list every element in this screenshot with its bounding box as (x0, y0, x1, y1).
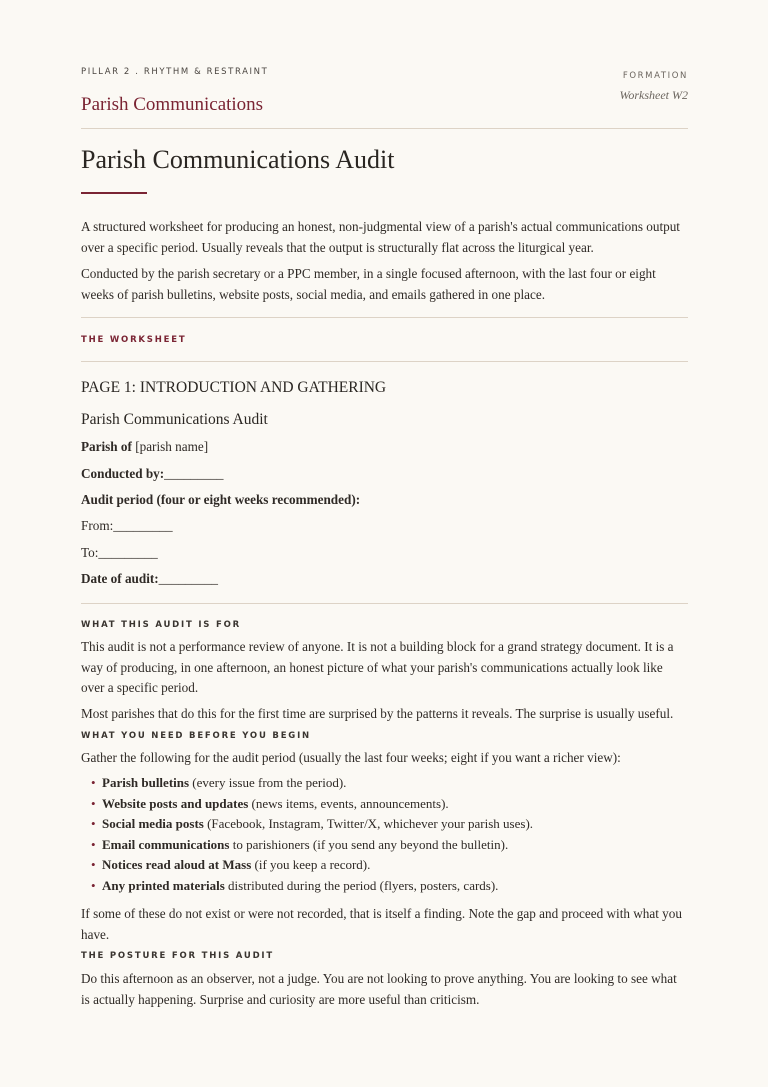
bullet-icon: • (91, 775, 96, 790)
form-title: Parish Communications Audit (81, 411, 268, 428)
intro-paragraph-1: A structured worksheet for producing an honest, non-judgmental view of a parish's actual communications output over a specific period. Usually reveals that the output is structurally flat across the liturgical year. (81, 219, 680, 255)
date-label: Date of audit: (81, 571, 159, 586)
divider (81, 317, 688, 318)
conducted-label: Conducted by: (81, 466, 165, 481)
divider (81, 603, 688, 604)
to-label: To: (81, 545, 99, 560)
worksheet-id: Worksheet W2 (619, 88, 688, 102)
purpose-heading: WHAT THIS AUDIT IS FOR (81, 620, 241, 630)
bullet-icon: • (91, 877, 96, 893)
conducted-by-field (81, 466, 224, 482)
from-label: From: (81, 518, 114, 533)
bullet-icon: • (91, 795, 96, 811)
list-item: • Parish bulletins (every issue from the period). (91, 773, 688, 794)
parish-field (81, 439, 208, 455)
title-accent-rule (81, 192, 147, 194)
needs-heading: WHAT YOU NEED BEFORE YOU BEGIN (81, 731, 311, 741)
purpose-paragraph-1: This audit is not a performance review of anyone. It is not a building block for a grand strategy document. It is a way of producing, in one afternoon, an honest picture of what your parish's communications actually look like over a specific period. (81, 639, 674, 695)
bullet-icon: • (91, 857, 96, 873)
pillar-label: PILLAR 2 . RHYTHM & RESTRAINT (81, 67, 269, 77)
purpose-paragraph-2: Most parishes that do this for the first time are surprised by the patterns it reveals. The surprise is usually useful. (81, 706, 674, 721)
list-item: • Website posts and updates (news items, events, announcements). (91, 794, 688, 815)
page-heading: PAGE 1: INTRODUCTION AND GATHERING (81, 379, 387, 396)
divider (81, 361, 688, 362)
bullet-icon: • (91, 836, 96, 852)
parish-value: [parish name] (135, 439, 209, 454)
to-field (81, 545, 158, 561)
posture-paragraph: Do this afternoon as an observer, not a judge. You are not looking to prove anything. You are looking to see what is actually happening. Surprise and curiosity are more useful than criticism. (81, 971, 677, 1007)
list-item: • Notices read aloud at Mass (if you keep a record). (91, 855, 688, 876)
worksheet-label: THE WORKSHEET (81, 335, 187, 345)
from-field (81, 518, 173, 534)
section-name: Parish Communications (81, 94, 264, 115)
header-divider (81, 128, 688, 129)
audit-period-field (81, 492, 360, 508)
intro-paragraph-2: Conducted by the parish secretary or a PPC member, in a single focused afternoon, with the last four or eight weeks of parish bulletins, website posts, social media, and emails gathered in one place. (81, 266, 656, 302)
from-blank: _________ (113, 518, 173, 533)
materials-list (91, 773, 688, 897)
period-label: Audit period (four or eight weeks recommended): (81, 492, 361, 507)
to-blank: _________ (98, 545, 158, 560)
needs-outro: If some of these do not exist or were not recorded, that is itself a finding. Note the gap and proceed with what you have. (81, 906, 682, 942)
list-item: • Social media posts (Facebook, Instagram, Twitter/X, whichever your parish uses). (91, 814, 688, 835)
page-title: Parish Communications Audit (81, 145, 395, 174)
conducted-blank: _________ (164, 466, 224, 481)
date-of-audit-field (81, 571, 218, 587)
needs-intro: Gather the following for the audit period (usually the last four weeks; eight if you want a richer view): (81, 750, 621, 765)
list-item: • Any printed materials distributed during the period (flyers, posters, cards). (91, 876, 688, 897)
date-blank: _________ (158, 571, 218, 586)
formation-label: FORMATION (622, 71, 688, 81)
bullet-icon: • (91, 816, 96, 832)
parish-label: Parish of (81, 439, 132, 454)
list-item: • Email communications to parishioners (if you send any beyond the bulletin). (91, 835, 688, 856)
posture-heading: THE POSTURE FOR THIS AUDIT (81, 951, 274, 961)
